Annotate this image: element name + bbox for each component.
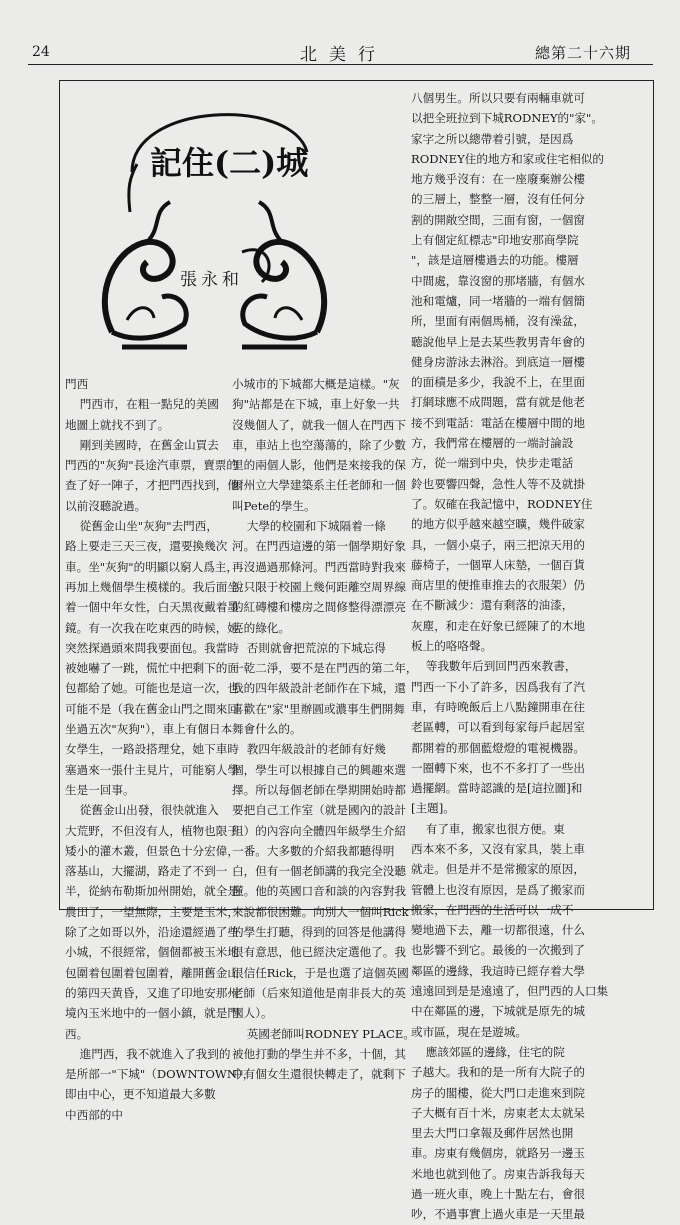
issue-number: 總第二十六期	[535, 44, 632, 62]
column-1-text: 門西 門西市，在粗一點兒的美國 地圖上就找不到了。 剛到美國時，在舊金山買去 門西的"灰狗"長途汽車票，賣票的 查了好一陣子，才把門西找到，他 以前沒聽說過。 從舊金山坐"灰狗"去門西， 路上要走三天三夜，還要換幾次 車。坐"灰狗"的明顯以窮人爲主， 再加上幾個學生模樣的。我后面坐 着一個中年女性，白天黑夜戴着墨 鏡。有一次我在吃東西的時候，她 突然探過頭來問我要面包。我當時 被她嚇了一跳，慌忙中把剩下的面 包都給了她。可能也是這一次，也 可能不是（我在舊金山門之間來回 坐過五次"灰狗"），車上有個日本 女學生，一路設搭理兌，她下車時 塞過來一張什主見片，可能窮人學 生是一回事。 從舊金山出發，很快就進入 大荒野，不但沒有人，植物也限于 矮小的灌木叢，但景色十分宏偉， 落基山，大擺湖，路走了不到一 半，從納布勒斯加州開始，就全是 農田了，一望無際，主要是玉米， 除了之如哥以外，沿途還經過了些 小城，不很經常，個個都被玉米地 包圍着包圍着包圍着，離開舊金山 的第四天黄昏，又進了印地安那州 境內玉米地中的一個小鎮，就是門 西。 進門西，我不就進入了我到的 是所部一"下城"（DOWNTOWN）， 即由中心，更不知道最大多數 中西部的中	[65, 377, 255, 1122]
column-2-text: 小城市的下城都大概是這樣。"灰 狗"站都是在下城，車上好象一共 沒幾個人了，就我一個人在門西下 車，車站上也空蕩蕩的，除了少數 里的兩個人影，他們是來接我的保 爾州立大學建築系主任老師和一個 叫Pete的學生。 大學的校園和下城隔着一條 河。在門西這邊的第一個學期好象 再沒過過那條河。門西當時對我來 說只限于校園上幾何距離空周界線 的紅磚樓和樓房之間修整得漂漂亮 亮的綠化。 否則就會把荒涼的下城忘得 一乾二淨，要不是在門西的第二年， 我的四年級設計老師作在下城，還 喜歡在"家"里辦圓或濃事生們開舞 舞會什么的。 教四年級設計的老師有好幾 個，學生可以根據自己的興趣來選 擇。所以每個老師在學期開始時都 要把自己工作室（就是國內的設計 組）的內容向全體四年級學生介紹 一番。大多數的介紹我都聽得明 白，但有一個老師講的我完全没聽 懂。他的英國口音和談的內容對我 來說都很困難。向別人一個叫Rick 的學生打聽，得到的回答是他講得 很有意思，他已經決定選他了。我 很信任Rick，于是也選了這個英國 老師（后來知道他是南非長大的英 國人）。 英國老師叫RODNEY PLACE。 被他打動的學生并不多，十個，其 中有個女生還很快轉走了，就剩下	[232, 377, 418, 1082]
header-rule	[28, 64, 653, 65]
publication-title: 北美行	[300, 45, 387, 65]
author-name: 張永和	[178, 265, 245, 290]
title-artwork	[92, 92, 337, 362]
left-ornament	[105, 202, 187, 347]
right-ornament	[242, 202, 324, 347]
column-3-text: 八個男生。所以只要有兩輛車就可 以把全班拉到下城RODNEY的"家"。 家字之所以總帶着引號，是因爲 RODNEY住的地方和家或住宅相似的 地方幾乎沒有：在一座廢棄辦公樓 的三層上，整整一層，沒有任何分 割的開敞空間，三面有窗，一個窗 上有個定紅標志"印地安那商學院 "，該是這層樓過去的功能。樓層 中間處，靠沒窗的那堵牆，有個水 池和電爐，同一堵牆的一端有個簡 所，里面有兩個馬桶，沒有澡盆， 聽說他早上是去某些教男青年會的 健身房游泳去淋浴。到底這一層樓 的面積是多少，我說不上，在里面 打網球應不成問題，當有就是他老 接不到電話：電話在樓層中間的地 方，我們常在樓層的一端討論設 方，從一端到中央，快步走電話 鈴也要響四聲，急性人等不及就掛 了。奴確在我記憶中，RODNEY住 的地方似乎越來越空曠，幾件破家 具，一個小桌子，兩三把涼天用的 藤椅子，一個單人床墊，一個百貨 商店里的便推車推去的衣服架）仍 在不斷減少：還有剩落的油漆， 灰塵，和走在好象已經陳了的木地 板上的咯咯聲。 等我數年后到回門西來教書， 門西一下小了許多，因爲我有了汽 車，有時晚飯后上八點鐘開車在往 老區轉，可以看到每家每戶起居室 都開着的那個藍燈燈的電視機器。 一圈轉下來，也不不多打了一些出 過擺網。當時認識的是[這拉圖]和 [主題]。 有了車，搬家也很方便。東 西本來不多，又沒有家具，裝上車 就走。但是并不是常搬家的原因， 管體上也沒有原因，是爲了搬家而 搬家，在門西的生活可以一成不 變地過下去，離一切都很遠，什么 也影響不到它。最後的一次搬到了 鄰區的邊緣，我這時已經存着大學 遠遠回到是是遠遠了，但門西的人口集 中在鄰區的邊，下城就是原先的城 或市區，現在是遊城。 應該郊區的邊緣，住宅的院 子越大。我和的是一所有大院子的 房子的閣樓，從大門口走進來到院 子大概有百十米，房東老太太就呆 里去大門口拿報及郵件居然也開 車。房東有幾個房，就路另一邊玉 米地也就到他了。房東告訴我每天 過一班火車，晚上十點左右，會很 吵，不過事實上過火車是一天里最	[411, 91, 609, 1222]
page-number: 24	[32, 44, 50, 60]
title-glyphs: 記住(二)城	[150, 144, 309, 182]
